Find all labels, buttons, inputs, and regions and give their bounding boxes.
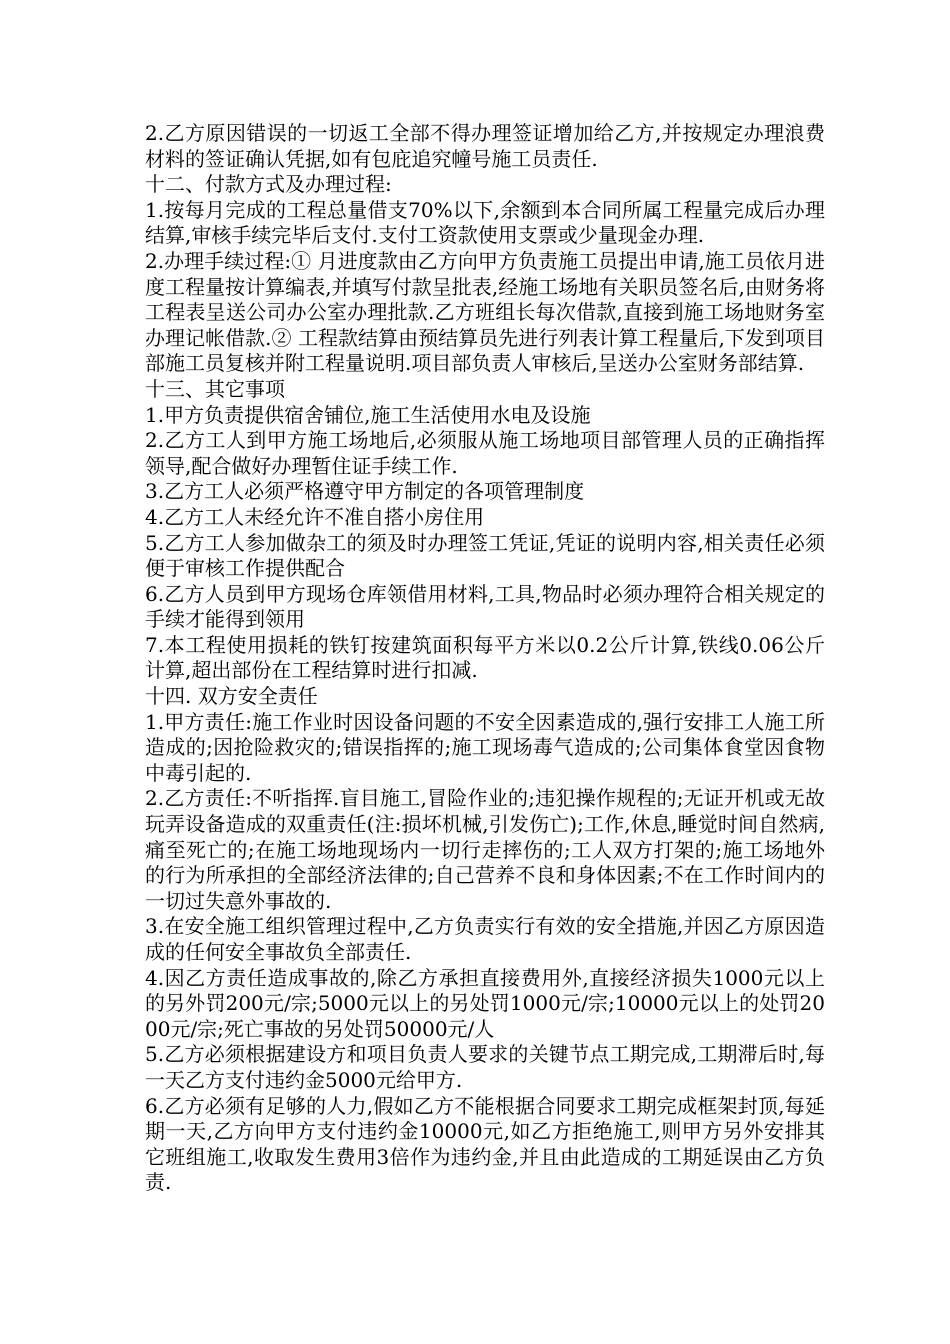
document-page: [145, 121, 825, 1196]
paragraph-manpower-penalty: 6.乙方必须有足够的人力,假如乙方不能根据合同要求工期完成框架封顶,每延期一天,乙方向甲方支付违约金10000元,如乙方拒绝施工,则甲方另外安排其它班组施工,收取发生费用3倍作为违约金,并且由此造成的工期延误由乙方负责.: [145, 1093, 825, 1195]
paragraph-party-a-liability: 1.甲方责任:施工作业时因设备问题的不安全因素造成的,强行安排工人施工所造成的;因抢险救灾的;错误指挥的;施工现场毒气造成的;公司集体食堂因食物中毒引起的.: [145, 709, 825, 785]
paragraph-labor-voucher: 5.乙方工人参加做杂工的须及时办理签工凭证,凭证的说明内容,相关责任必须便于审核工作提供配合: [145, 530, 825, 581]
section-heading-other-matters: 十三、其它事项: [145, 376, 285, 401]
paragraph-milestone-delay: 5.乙方必须根据建设方和项目负责人要求的关键节点工期完成,工期滞后时,每一天乙方支付违约金5000元给甲方.: [145, 1042, 825, 1092]
paragraph-safety-measures: 3.在安全施工组织管理过程中,乙方负责实行有效的安全措施,并因乙方原因造成的任何安全事故负全部责任.: [145, 914, 825, 964]
paragraph-rework-responsibility: 2.乙方原因错误的一切返工全部不得办理签证增加给乙方,并按规定办理浪费材料的签证确认凭据,如有包庇追究幢号施工员责任.: [145, 121, 825, 171]
paragraph-party-b-liability: 2.乙方责任:不听指挥.盲目施工,冒险作业的;违犯操作规程的;无证开机或无故玩弄设备造成的双重责任(注:损坏机械,引发伤亡);工作,休息,睡觉时间自然病,痛至死亡的;在施工场地现场内一切行走摔伤的;工人双方打架的;施工场地外的行为所承担的全部经济法律的;自己营养不良和身体因素;不在工作时间内的一切过失意外事故的.: [145, 786, 825, 913]
paragraph-rules-compliance: 3.乙方工人必须严格遵守甲方制定的各项管理制度: [145, 479, 585, 504]
paragraph-no-self-built-housing: 4.乙方工人未经允许不准自搭小房住用: [145, 504, 485, 529]
paragraph-monthly-advance: 1.按每月完成的工程总量借支70%以下,余额到本合同所属工程量完成后办理结算,审核手续完毕后支付.支付工资款使用支票或少量现金办理.: [145, 197, 825, 248]
paragraph-payment-procedure: 2.办理手续过程:① 月进度款由乙方向甲方负责施工员提出申请,施工员依月进度工程量按计算编表,并填写付款呈批表,经施工场地有关职员签名后,由财务将工程表呈送公司办公室办理批款.乙方班组长每次借款,直接到施工场地财务室办理记帐借款.② 工程款结算由预结算员先进行列表计算工程量后,下发到项目部施工员复核并附工程量说明.项目部负责人审核后,呈送办公室财务部结算.: [145, 248, 825, 376]
paragraph-accident-penalties: 4.因乙方责任造成事故的,除乙方承担直接费用外,直接经济损失1000元以上的另外罚200元/宗;5000元以上的另处罚1000元/宗;10000元以上的处罚2000元/宗;死亡事故的另处罚50000元/人: [145, 965, 825, 1041]
paragraph-obey-management: 2.乙方工人到甲方施工场地后,必须服从施工场地项目部管理人员的正确指挥领导,配合做好办理暂住证手续工作.: [145, 428, 825, 478]
paragraph-nail-wire-loss: 7.本工程使用损耗的铁钉按建筑面积每平方米以0.2公斤计算,铁线0.06公斤计算,超出部份在工程结算时进行扣减.: [145, 632, 825, 683]
paragraph-dormitory: 1.甲方负责提供宿舍铺位,施工生活使用水电及设施: [145, 402, 591, 427]
section-heading-safety: 十四. 双方安全责任: [145, 684, 318, 709]
paragraph-warehouse-materials: 6.乙方人员到甲方现场仓库领借用材料,工具,物品时必须办理符合相关规定的手续才能得到领用: [145, 581, 825, 632]
section-heading-payment: 十二、付款方式及办理过程:: [145, 172, 392, 197]
